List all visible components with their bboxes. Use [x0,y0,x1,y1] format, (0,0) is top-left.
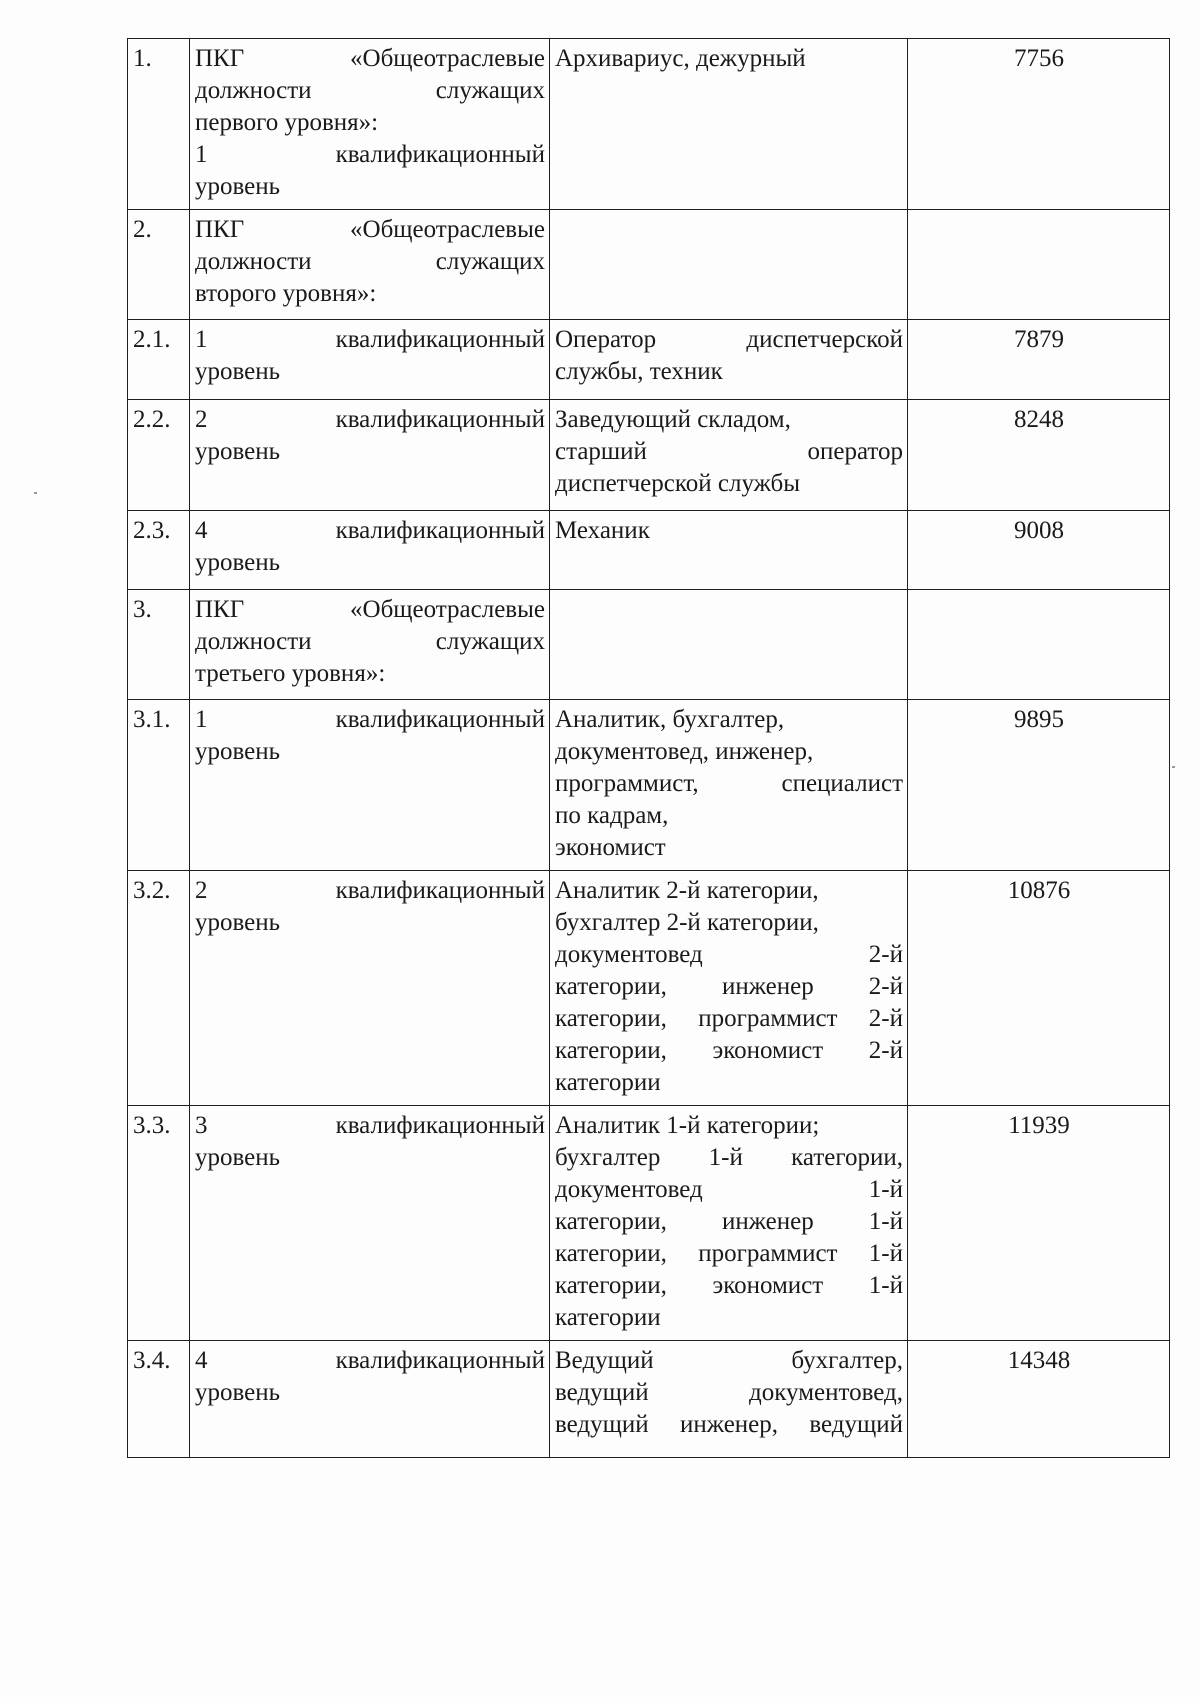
position-line: Аналитик 1-й категории; [555,1112,820,1139]
position-line: категории, инженер 1-й [555,1208,903,1235]
qualification-group-line: ПКГ «Общеотраслевые [195,596,545,623]
positions-cell [550,590,908,700]
salary-table [127,38,1170,1458]
position-line: бухгалтер 1-й категории, [555,1144,903,1171]
row-number: 2.1. [128,320,190,400]
table-body [128,39,1170,1458]
table-row [128,1341,1170,1458]
qualification-group-cell [190,871,550,1106]
positions-cell [550,39,908,210]
positions-cell [550,320,908,400]
qualification-group-line: должности служащих [195,628,545,655]
qualification-group-cell [190,39,550,210]
qualification-group-line: 1 квалификационный [195,326,545,353]
salary-value: 7879 [908,320,1170,400]
scan-speck [34,492,37,494]
positions-cell [550,400,908,511]
qualification-group-line: первого уровня»: [195,109,379,136]
salary-value: 14348 [908,1341,1170,1458]
qualification-group-cell [190,511,550,590]
qualification-group-line: 1 квалификационный [195,706,545,733]
row-number: 2.2. [128,400,190,511]
position-line: программист, специалист [555,770,903,797]
qualification-group-line: третьего уровня»: [195,660,386,687]
position-line: документовед, инженер, [555,738,814,765]
qualification-group-cell [190,590,550,700]
position-line: категории, экономист 2-й [555,1037,903,1064]
positions-cell [550,1341,908,1458]
qualification-group-line: уровень [195,358,281,385]
qualification-group-line: 3 квалификационный [195,1112,545,1139]
salary-value: 10876 [908,871,1170,1106]
qualification-group-line: уровень [195,1379,281,1406]
row-number: 1. [128,39,190,210]
table-row [128,320,1170,400]
qualification-group-line: 4 квалификационный [195,1347,545,1374]
qualification-group-line: второго уровня»: [195,280,377,307]
qualification-group-cell [190,1106,550,1341]
positions-cell [550,700,908,871]
table-row [128,700,1170,871]
position-line: категории [555,1069,661,1096]
qualification-group-line: 4 квалификационный [195,517,545,544]
table-row [128,210,1170,320]
table-row [128,871,1170,1106]
qualification-group-cell [190,400,550,511]
positions-cell [550,511,908,590]
position-line: категории, программист 1-й [555,1240,903,1267]
position-line: службы, техник [555,358,723,385]
qualification-group-line: должности служащих [195,77,545,104]
row-number: 3. [128,590,190,700]
positions-cell [550,210,908,320]
position-line: по кадрам, [555,802,669,829]
row-number: 2. [128,210,190,320]
qualification-group-cell [190,320,550,400]
qualification-group-line: 2 квалификационный [195,406,545,433]
position-line: Заведующий складом, [555,406,791,433]
position-line: Ведущий бухгалтер, [555,1347,903,1374]
salary-value [908,590,1170,700]
salary-value: 11939 [908,1106,1170,1341]
position-line: Механик [555,517,650,544]
position-line: Оператор диспетчерской [555,326,903,353]
qualification-group-line: уровень [195,909,281,936]
salary-value: 8248 [908,400,1170,511]
qualification-group-line: уровень [195,738,281,765]
row-number: 2.3. [128,511,190,590]
salary-value: 9895 [908,700,1170,871]
table-row [128,590,1170,700]
position-line: ведущий документовед, [555,1379,903,1406]
qualification-group-line: ПКГ «Общеотраслевые [195,45,545,72]
position-line: документовед 1-й [555,1176,903,1203]
position-line: категории, экономист 1-й [555,1272,903,1299]
position-line: категории, инженер 2-й [555,973,903,1000]
qualification-group-line: уровень [195,173,281,200]
row-number: 3.3. [128,1106,190,1341]
qualification-group-line: уровень [195,438,281,465]
qualification-group-cell [190,1341,550,1458]
position-line: диспетчерской службы [555,470,801,497]
position-line: старший оператор [555,438,903,465]
table-row [128,1106,1170,1341]
table-row [128,39,1170,210]
position-line: ведущий инженер, ведущий [555,1411,903,1438]
position-line: Аналитик 2-й категории, [555,877,819,904]
qualification-group-cell [190,210,550,320]
salary-value: 9008 [908,511,1170,590]
position-line: экономист [555,834,666,861]
qualification-group-line: уровень [195,549,281,576]
table-row [128,511,1170,590]
position-line: Аналитик, бухгалтер, [555,706,785,733]
position-line: документовед 2-й [555,941,903,968]
qualification-group-line: уровень [195,1144,281,1171]
position-line: категории, программист 2-й [555,1005,903,1032]
qualification-group-line: ПКГ «Общеотраслевые [195,216,545,243]
qualification-group-line: 1 квалификационный [195,141,545,168]
position-line: бухгалтер 2-й категории, [555,909,819,936]
salary-value [908,210,1170,320]
row-number: 3.2. [128,871,190,1106]
position-line: Архивариус, дежурный [555,45,806,72]
qualification-group-line: должности служащих [195,248,545,275]
position-line: категории [555,1304,661,1331]
positions-cell [550,871,908,1106]
positions-cell [550,1106,908,1341]
row-number: 3.4. [128,1341,190,1458]
salary-value: 7756 [908,39,1170,210]
scan-speck [1172,766,1175,768]
qualification-group-line: 2 квалификационный [195,877,545,904]
table-row [128,400,1170,511]
row-number: 3.1. [128,700,190,871]
qualification-group-cell [190,700,550,871]
